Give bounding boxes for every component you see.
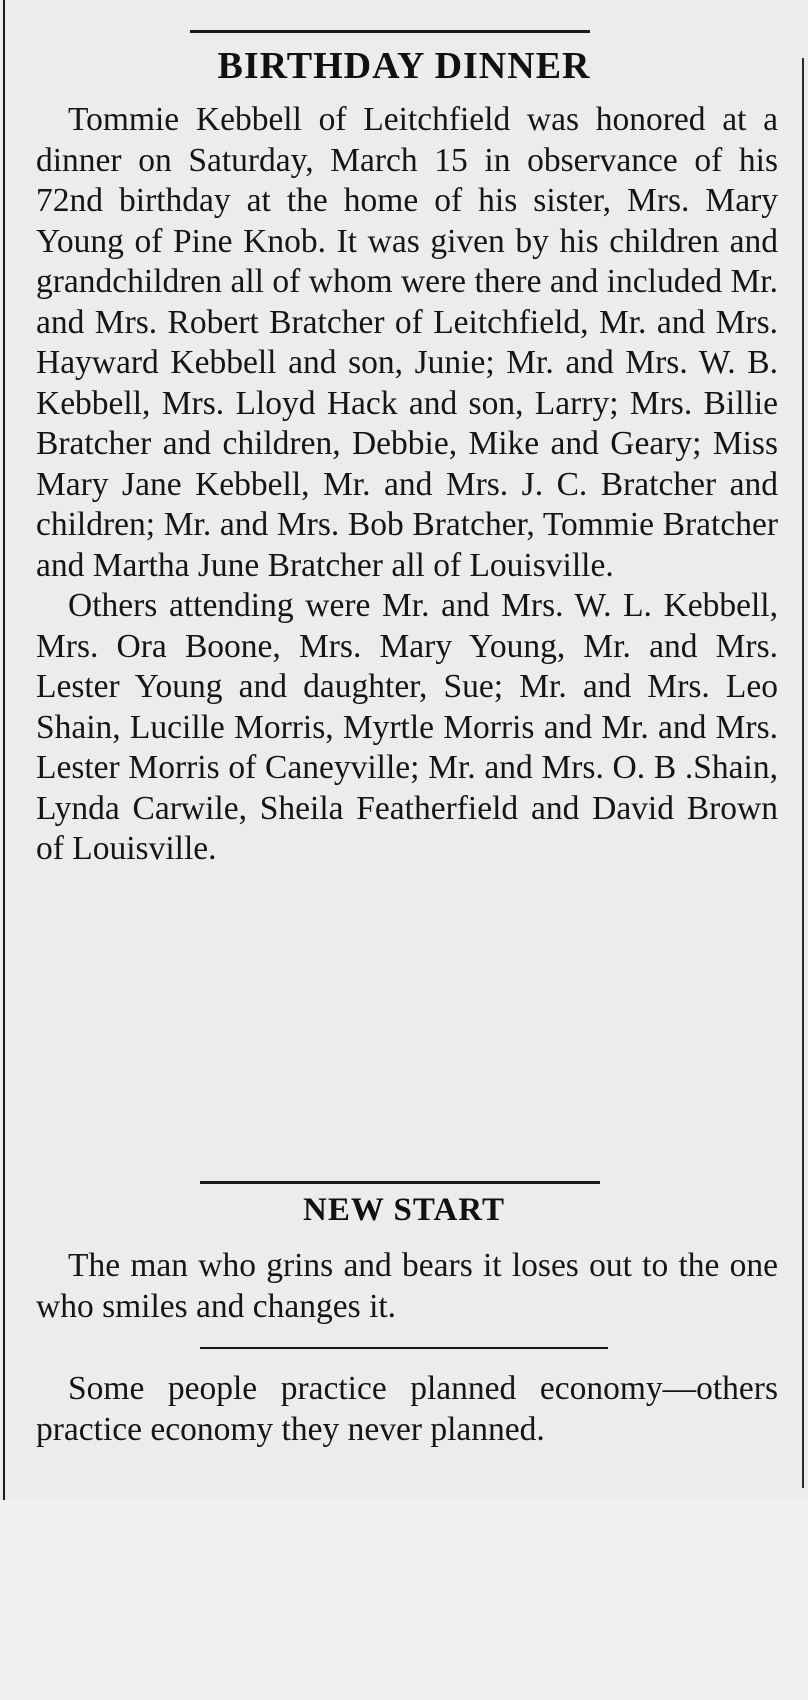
clipping-margin <box>0 1500 808 1700</box>
left-column-rule <box>3 0 5 1500</box>
top-rule <box>190 30 590 33</box>
section-divider <box>200 1347 608 1349</box>
section-divider <box>200 1181 600 1184</box>
paragraph: The man who grins and bears it loses out to the one who smiles and changes it. <box>36 1247 778 1325</box>
article-economy <box>36 1369 778 1450</box>
right-column-rule <box>802 58 804 1488</box>
headline-birthday-dinner: BIRTHDAY DINNER <box>217 45 591 87</box>
paragraph: Others attending were Mr. and Mrs. W. L. Kebbell, Mrs. Ora Boone, Mrs. Mary Young, Mr. and Mrs. Lester Young and daughter, Sue; Mr. and Mrs. Leo Shain, Lucille Morris, Myrtle Morris and Mr. and Mrs. Lester Morris of Caneyville; Mr. and Mrs. O. B .Shain, Lynda Carwile, Sheila Featherfield and David Brown of Louisville. <box>36 587 778 867</box>
article-new-start <box>36 1246 778 1327</box>
paragraph: Some people practice planned economy—others practice economy they never planned. <box>36 1370 778 1448</box>
paragraph: Tommie Kebbell of Leitchfield was honored at a dinner on Saturday, March 15 in observance of his 72nd birthday at the home of his sister, Mrs. Mary Young of Pine Knob. It was given by his children and grandchildren all of whom were there and included Mr. and Mrs. Robert Bratcher of Leitchfield, Mr. and Mrs. Hayward Kebbell and son, Junie; Mr. and Mrs. W. B. Kebbell, Mrs. Lloyd Hack and son, Larry; Mrs. Billie Bratcher and children, Debbie, Mike and Geary; Miss Mary Jane Kebbell, Mr. and Mrs. J. C. Bratcher and children; Mr. and Mrs. Bob Bratcher, Tommie Bratcher and Martha June Bratcher all of Louisville. <box>36 101 778 584</box>
headline-new-start: NEW START <box>303 1192 505 1228</box>
article-birthday-dinner <box>36 100 778 870</box>
